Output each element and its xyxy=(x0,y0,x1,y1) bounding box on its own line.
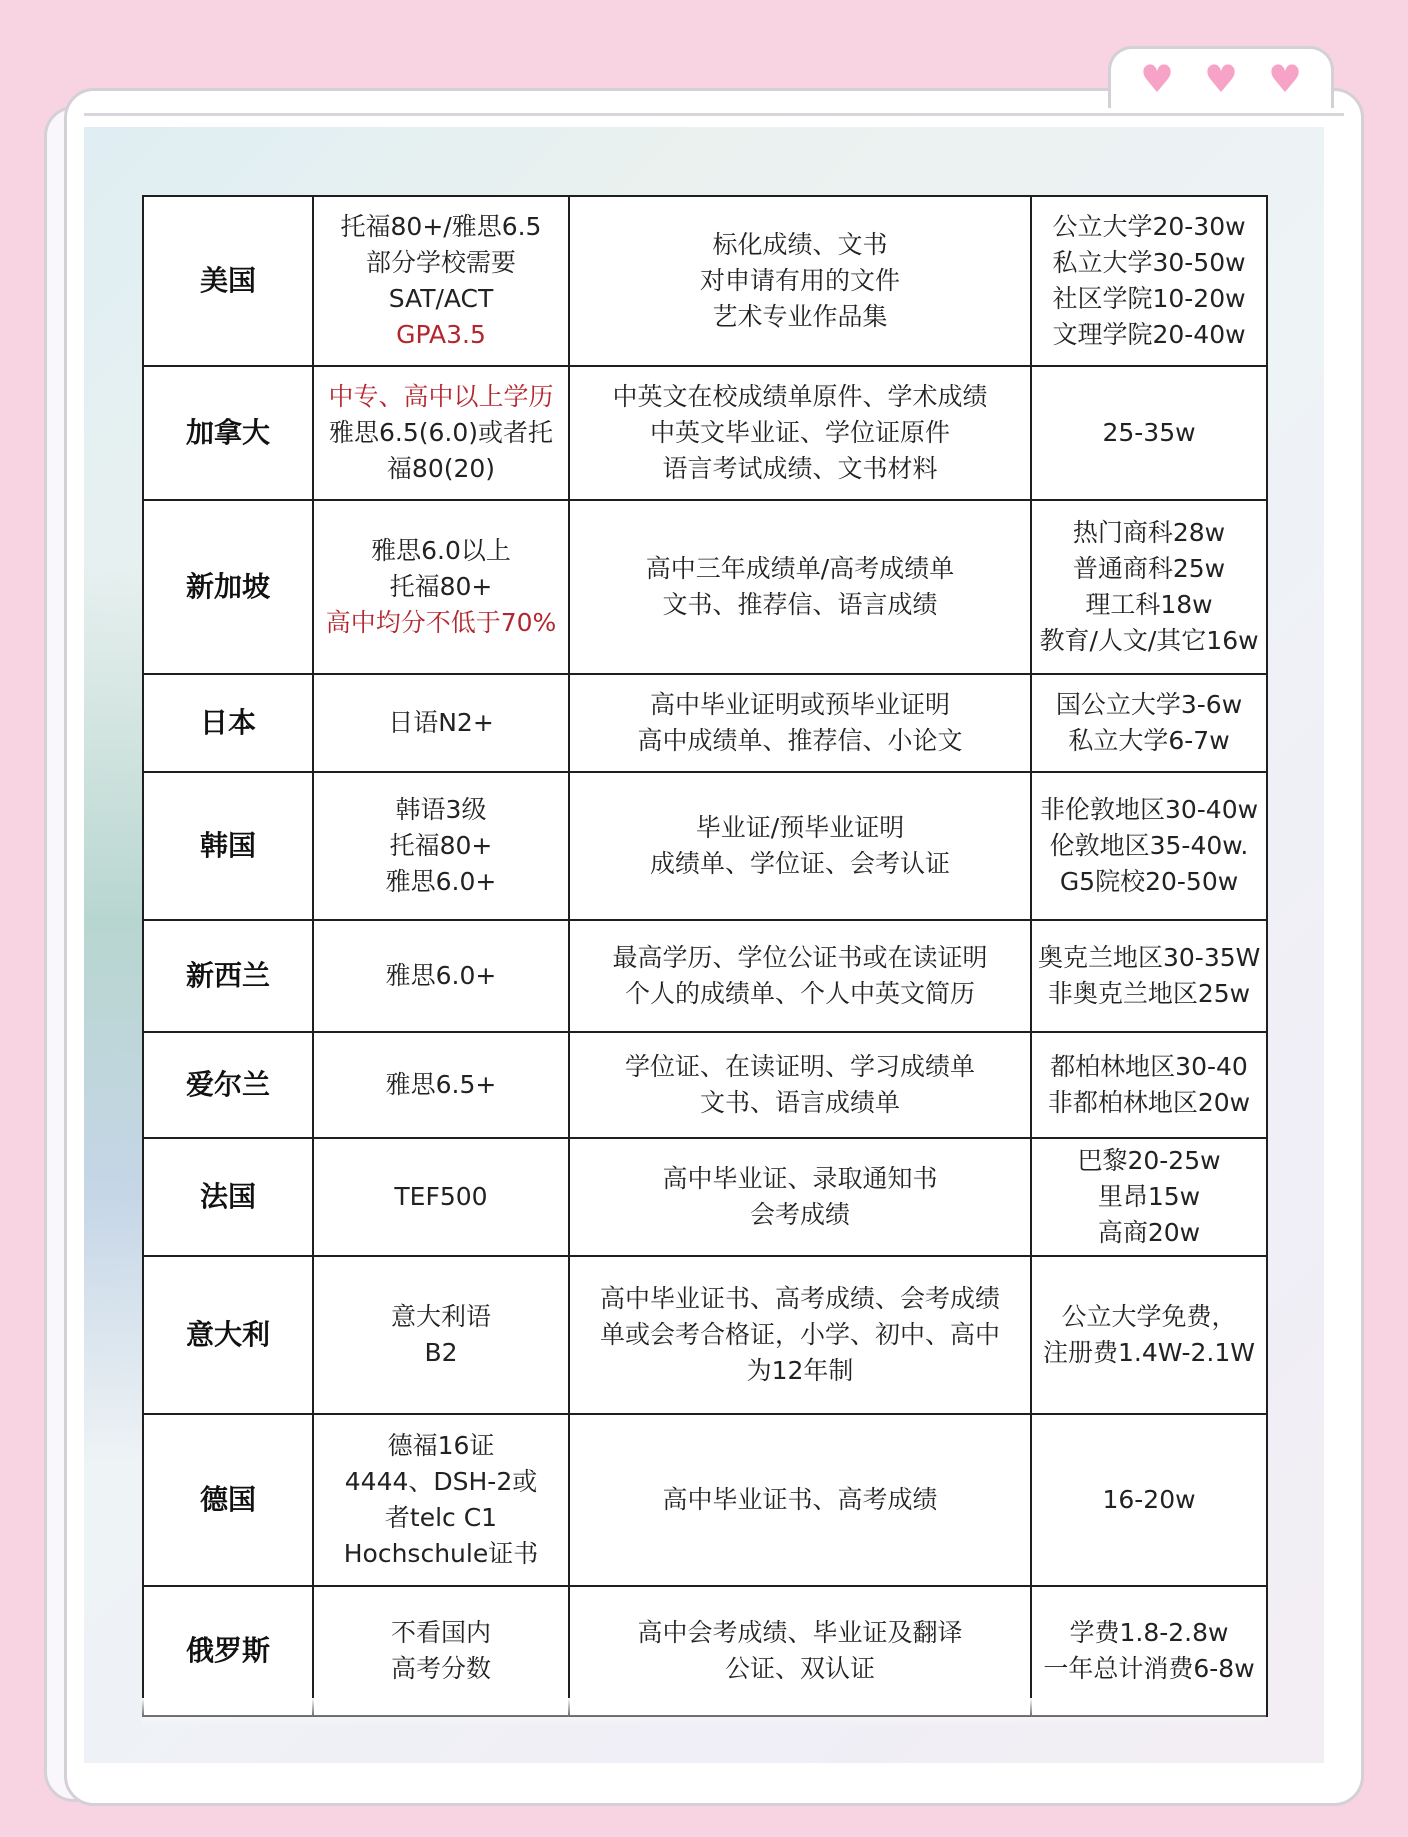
table-row xyxy=(143,1032,1267,1138)
table-row xyxy=(143,1256,1267,1414)
requirement-line: 雅思6.0+ xyxy=(385,961,497,990)
language-requirement-cell xyxy=(313,196,569,366)
requirement-line: 雅思6.5(6.0)或者托 xyxy=(328,418,554,447)
cost-cell xyxy=(1031,920,1267,1032)
cost-line: 公立大学20-30w xyxy=(1052,212,1246,241)
material-line: 单或会考合格证，小学、初中、高中 xyxy=(599,1320,1000,1349)
cost-line: 非奥克兰地区25w xyxy=(1047,979,1251,1008)
table-row xyxy=(143,366,1267,500)
requirement-line: Hochschule证书 xyxy=(343,1539,539,1568)
application-materials-cell xyxy=(569,366,1031,500)
requirement-line: 4444、DSH-2或 xyxy=(344,1467,538,1496)
material-line: 会考成绩 xyxy=(749,1200,850,1229)
requirement-line: 意大利语 xyxy=(390,1302,491,1331)
requirement-line: 不看国内 xyxy=(390,1618,491,1647)
cost-line: 热门商科28w xyxy=(1072,518,1226,547)
heart-icon: ♥ xyxy=(1267,56,1303,101)
language-requirement-cell xyxy=(313,772,569,920)
cost-line: 社区学院10-20w xyxy=(1052,284,1246,313)
table-row xyxy=(143,674,1267,772)
material-line: 对申请有用的文件 xyxy=(699,266,900,295)
cost-cell xyxy=(1031,674,1267,772)
application-materials-cell xyxy=(569,1256,1031,1414)
cost-line: 普通商科25w xyxy=(1072,554,1226,583)
language-requirement-cell xyxy=(313,366,569,500)
country-cell: 俄罗斯 xyxy=(143,1586,313,1716)
country-cell: 德国 xyxy=(143,1414,313,1586)
application-materials-cell xyxy=(569,772,1031,920)
material-line: 标化成绩、文书 xyxy=(712,230,888,259)
table-row xyxy=(143,1586,1267,1716)
cost-line: 理工科18w xyxy=(1085,590,1213,619)
country-cell: 爱尔兰 xyxy=(143,1032,313,1138)
country-cell: 法国 xyxy=(143,1138,313,1256)
language-requirement-cell xyxy=(313,674,569,772)
requirement-line: 部分学校需要 xyxy=(365,248,516,277)
cost-cell xyxy=(1031,1414,1267,1586)
language-requirement-cell xyxy=(313,1138,569,1256)
application-materials-cell xyxy=(569,196,1031,366)
cost-line: 国公立大学3-6w xyxy=(1055,690,1243,719)
cost-cell xyxy=(1031,196,1267,366)
cost-line: 公立大学免费， xyxy=(1061,1302,1237,1331)
cost-line: 巴黎20-25w xyxy=(1077,1146,1221,1175)
requirement-line: 德福16证 xyxy=(387,1431,495,1460)
application-materials-cell xyxy=(569,920,1031,1032)
requirement-line: 高中均分不低于70% xyxy=(325,608,557,637)
requirement-line: SAT/ACT xyxy=(388,284,494,313)
requirement-line: B2 xyxy=(424,1338,458,1367)
material-line: 艺术专业作品集 xyxy=(712,302,888,331)
table-row xyxy=(143,1414,1267,1586)
requirement-line: 韩语3级 xyxy=(395,795,487,824)
requirement-line: 托福80+/雅思6.5 xyxy=(340,212,542,241)
requirement-line: 中专、高中以上学历 xyxy=(328,382,554,411)
material-line: 高中三年成绩单/高考成绩单 xyxy=(645,554,955,583)
cost-cell xyxy=(1031,1138,1267,1256)
table-row xyxy=(143,1138,1267,1256)
country-cell: 新加坡 xyxy=(143,500,313,674)
table-body xyxy=(143,196,1267,1716)
language-requirement-cell xyxy=(313,920,569,1032)
requirement-line: GPA3.5 xyxy=(396,320,486,349)
table-row xyxy=(143,920,1267,1032)
requirement-line: 雅思6.0以上 xyxy=(371,536,511,565)
country-cell: 意大利 xyxy=(143,1256,313,1414)
material-line: 高中毕业证、录取通知书 xyxy=(662,1164,938,1193)
cost-line: 都柏林地区30-40 xyxy=(1050,1052,1248,1081)
language-requirement-cell xyxy=(313,1414,569,1586)
cost-line: 一年总计消费6-8w xyxy=(1043,1654,1255,1683)
material-line: 学位证、在读证明、学习成绩单 xyxy=(624,1052,975,1081)
cost-line: 非伦敦地区30-40w xyxy=(1039,795,1259,824)
country-cell: 美国 xyxy=(143,196,313,366)
material-line: 高中毕业证书、高考成绩、会考成绩 xyxy=(599,1284,1000,1313)
cost-line: 文理学院20-40w xyxy=(1052,320,1246,349)
cost-cell xyxy=(1031,1586,1267,1716)
table-row xyxy=(143,500,1267,674)
material-line: 个人的成绩单、个人中英文简历 xyxy=(624,979,975,1008)
requirement-line: 雅思6.0+ xyxy=(385,867,497,896)
material-line: 公证、双认证 xyxy=(724,1654,875,1683)
heart-icon: ♥ xyxy=(1139,56,1175,101)
country-cell: 韩国 xyxy=(143,772,313,920)
material-line: 高中会考成绩、毕业证及翻译 xyxy=(637,1618,963,1647)
material-line: 高中毕业证明或预毕业证明 xyxy=(649,690,950,719)
inner-divider xyxy=(84,113,1344,116)
cost-cell xyxy=(1031,1256,1267,1414)
application-materials-cell xyxy=(569,674,1031,772)
application-materials-cell xyxy=(569,1414,1031,1586)
material-line: 中英文毕业证、学位证原件 xyxy=(649,418,950,447)
material-line: 语言考试成绩、文书材料 xyxy=(662,454,938,483)
cost-line: 私立大学6-7w xyxy=(1068,726,1230,755)
requirement-line: 日语N2+ xyxy=(388,708,494,737)
material-line: 为12年制 xyxy=(746,1356,854,1385)
language-requirement-cell xyxy=(313,1032,569,1138)
heart-tab xyxy=(1108,46,1334,108)
table-row xyxy=(143,772,1267,920)
material-line: 中英文在校成绩单原件、学术成绩 xyxy=(612,382,988,411)
material-line: 高中毕业证书、高考成绩 xyxy=(662,1485,938,1514)
cost-line: 高商20w xyxy=(1097,1218,1201,1247)
application-materials-cell xyxy=(569,1032,1031,1138)
cost-cell xyxy=(1031,772,1267,920)
cost-line: 奥克兰地区30-35W xyxy=(1038,943,1261,972)
language-requirement-cell xyxy=(313,500,569,674)
requirement-line: 托福80+ xyxy=(389,831,493,860)
cost-line: G5院校20-50w xyxy=(1059,867,1239,896)
requirement-line: 高考分数 xyxy=(390,1654,491,1683)
material-line: 毕业证/预毕业证明 xyxy=(695,813,905,842)
requirement-line: TEF500 xyxy=(394,1182,488,1211)
material-line: 最高学历、学位公证书或在读证明 xyxy=(612,943,988,972)
cost-line: 非都柏林地区20w xyxy=(1047,1088,1251,1117)
cost-cell xyxy=(1031,500,1267,674)
cost-line: 里昂15w xyxy=(1097,1182,1201,1211)
table-row xyxy=(143,196,1267,366)
cost-line: 25-35w xyxy=(1102,418,1196,447)
material-line: 成绩单、学位证、会考认证 xyxy=(649,849,950,878)
cost-line: 16-20w xyxy=(1102,1485,1196,1514)
cost-line: 私立大学30-50w xyxy=(1052,248,1246,277)
application-materials-cell xyxy=(569,1138,1031,1256)
language-requirement-cell xyxy=(313,1586,569,1716)
language-requirement-cell xyxy=(313,1256,569,1414)
material-line: 高中成绩单、推荐信、小论文 xyxy=(637,726,963,755)
country-cell: 新西兰 xyxy=(143,920,313,1032)
cost-cell xyxy=(1031,1032,1267,1138)
cost-line: 注册费1.4W-2.1W xyxy=(1043,1338,1255,1367)
cost-cell xyxy=(1031,366,1267,500)
bottom-fade xyxy=(142,1698,1266,1726)
cost-line: 伦敦地区35-40w. xyxy=(1049,831,1249,860)
requirement-line: 托福80+ xyxy=(389,572,493,601)
tab-cover xyxy=(1111,100,1331,114)
requirement-line: 者telc C1 xyxy=(384,1503,498,1532)
requirement-line: 雅思6.5+ xyxy=(385,1070,497,1099)
requirement-line: 福80(20) xyxy=(386,454,496,483)
country-cell: 日本 xyxy=(143,674,313,772)
material-line: 文书、推荐信、语言成绩 xyxy=(662,590,938,619)
country-cell: 加拿大 xyxy=(143,366,313,500)
application-materials-cell xyxy=(569,500,1031,674)
application-materials-cell xyxy=(569,1586,1031,1716)
study-abroad-table xyxy=(142,195,1268,1717)
cost-line: 学费1.8-2.8w xyxy=(1069,1618,1229,1647)
material-line: 文书、语言成绩单 xyxy=(699,1088,900,1117)
heart-icon: ♥ xyxy=(1203,56,1239,101)
cost-line: 教育/人文/其它16w xyxy=(1039,626,1259,655)
